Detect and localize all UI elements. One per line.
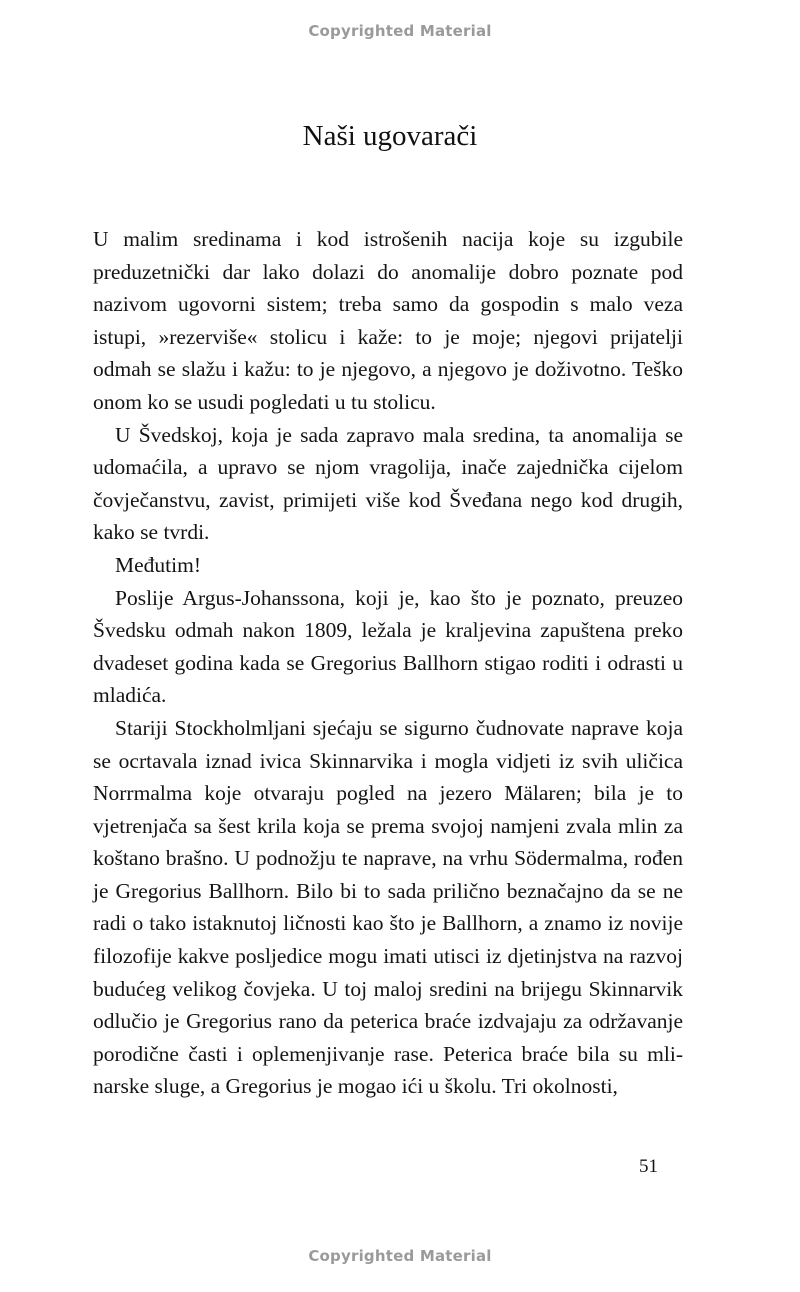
body-text bbox=[93, 223, 683, 1103]
paragraph-5: Stariji Stockholmljani sjećaju se sigurno čudnovate naprave koja se ocrtavala iznad ivica Skinnarvika i mogla vidjeti iz svih uličica Norrmalma koje otvaraju pogled na jezero Mälaren; bila je to vjetrenjača sa šest krila koja se prema svojoj namjeni zvala mlin za koštano brašno. U podnožju te naprave, na vrhu Södermalma, rođen je Gregorius Ballhorn. Bilo bi to sada prilično beznačajno da se ne radi o tako istaknutoj ličnosti kao što je Ballhorn, a znamo iz novije filozofije kakve posljedice mogu imati utisci iz djetinjstva na razvoj budućeg velikog čovjeka. U toj maloj sredini na brijegu Skinnarvik odlučio je Gregorius rano da peterica braće izdvajaju za održavanje porodične časti i oplemenjivanje rase. Peterica braće bila su mlinarske sluge, a Gregorius je mogao ići u školu. Tri okolnosti, bbox=[93, 715, 683, 1099]
paragraph-1: U malim sredinama i kod istrošenih nacija koje su izgubile preduzetnički dar lako dolazi do anomalije dobro poznate pod nazivom ugovorni sistem; treba samo da gospodin s malo veza istupi, »rezerviše« stolicu i kaže: to je moje; njegovi prijatelji odmah se slažu i kažu: to je njegovo, a njegovo je doživotno. Teško onom ko se usudi pogledati u tu stolicu. bbox=[93, 227, 683, 414]
copyright-watermark-top: Copyrighted Material bbox=[308, 22, 492, 40]
paragraph-3: Međutim! bbox=[115, 552, 201, 577]
copyright-watermark-bottom: Copyrighted Material bbox=[308, 1247, 492, 1265]
paragraph-2: U Švedskoj, koja je sada zapravo mala sredina, ta anomalija se udomaćila, a upravo se njom vragolija, inače zajednička cijelom čovječanstvu, zavist, primijeti više kod Šveđana nego kod drugih, kako se tvrdi. bbox=[93, 422, 683, 545]
chapter-title: Naši ugovarači bbox=[302, 120, 478, 152]
paragraph-4: Poslije Argus-Johanssona, koji je, kao što je poznato, preuzeo Švedsku odmah nakon 1809, ležala je kraljevina zapuštena preko dvadeset godina kada se Gregorius Ballhorn stigao roditi i odrasti u mladića. bbox=[93, 585, 683, 708]
page-number: 51 bbox=[639, 1156, 658, 1177]
